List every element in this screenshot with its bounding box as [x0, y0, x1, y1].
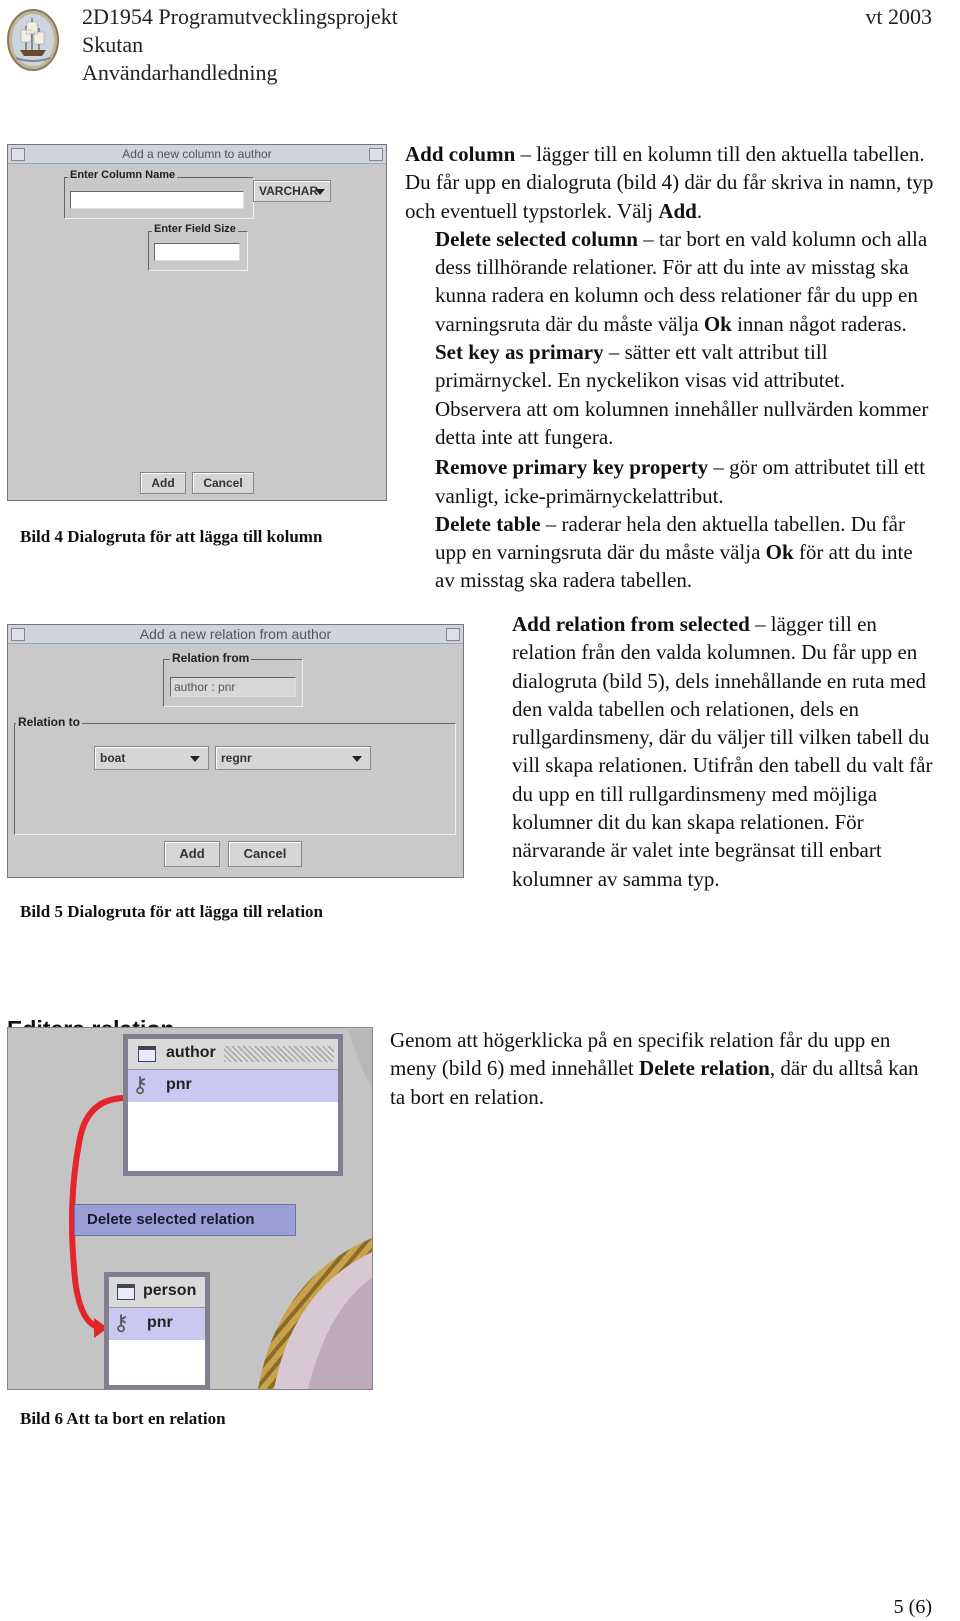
ship-logo — [6, 4, 60, 72]
cancel-button[interactable]: Cancel — [228, 841, 302, 867]
delete-relation-screenshot — [7, 1027, 373, 1390]
column-name-input[interactable] — [70, 191, 244, 209]
relation-from-label: Relation from — [172, 651, 250, 665]
context-menu — [74, 1204, 296, 1236]
column-combo-value: regnr — [221, 751, 252, 765]
term-add-relation: Add relation from selected — [512, 612, 750, 636]
header-course: 2D1954 Programutvecklingsprojekt — [82, 4, 398, 29]
add-relation-dialog — [7, 624, 464, 878]
add-button[interactable]: Add — [164, 841, 220, 867]
window-close-icon[interactable] — [446, 628, 460, 641]
add-column-dialog — [7, 144, 387, 501]
attribute-name: pnr — [147, 1314, 173, 1331]
table-header[interactable] — [128, 1039, 338, 1070]
relation-from-value: author : pnr — [170, 677, 296, 697]
attribute-row[interactable] — [109, 1308, 205, 1340]
type-combo-value: VARCHAR — [259, 184, 319, 198]
attribute-row[interactable] — [128, 1070, 338, 1102]
table-name: author — [166, 1044, 216, 1061]
figure-caption-6: Bild 6 Att ta bort en relation — [20, 1409, 226, 1428]
term-remove-key: Remove primary key property — [435, 455, 709, 480]
window-close-icon[interactable] — [369, 148, 383, 161]
table-name: person — [143, 1282, 197, 1299]
term-delete-column: Delete selected column — [435, 226, 638, 251]
relation-to-group — [14, 723, 456, 835]
chevron-down-icon — [315, 189, 325, 195]
header-project: Skutan — [82, 32, 144, 57]
term-delete-table: Delete table — [435, 511, 541, 536]
paragraph-add-relation: Add relation from selected – lägger till en relation från den valda kolumnen. Du får upp en dialogruta (bild 5), dels innehållande en ruta med den valda tabellen och relationen, dels en rullgardinsmeny, där du väljer till vilken tabell du vill skapa relationen. Utifrån den tabell du valt får du upp en till rullgardinsmeny med möjliga kolumner dit du kan skapa relationen. För närvarande är valet inte begränsat till enbart kolumner av samma typ. — [512, 612, 933, 891]
table-icon — [138, 1046, 156, 1062]
paragraph-set-key: Set key as primary – sätter ett valt attribut till primärnyckel. En nyckelikon visas vid attributet. Observera att om kolumnen innehåller nullvärden kommer detta inte att fungera. — [435, 340, 929, 449]
add-button[interactable]: Add — [140, 472, 186, 494]
attribute-name: pnr — [166, 1076, 192, 1093]
column-combo[interactable] — [215, 746, 371, 770]
window-menu-icon[interactable] — [11, 628, 25, 641]
header-doc-title: Användarhandledning — [82, 60, 278, 85]
menu-description-upper — [405, 140, 935, 595]
table-person[interactable] — [104, 1272, 210, 1390]
field-size-label: Enter Field Size — [154, 223, 236, 235]
table-author[interactable] — [123, 1034, 343, 1176]
table-icon — [117, 1284, 135, 1300]
cancel-button[interactable]: Cancel — [192, 472, 254, 494]
type-combo[interactable] — [253, 180, 331, 202]
table-combo-value: boat — [100, 751, 126, 765]
dialog-title: Add a new column to author — [8, 145, 386, 164]
term-set-key: Set key as primary — [435, 340, 604, 365]
paragraph-add-column: Add column – lägger till en kolumn till den aktuella tabellen. Du får upp en dialogruta (bild 4) där du får skriva in namn, typ och eventuell typstorlek. Välj Add. — [405, 142, 934, 223]
page-number: 5 (6) — [893, 1596, 932, 1618]
key-icon: ⚷ — [113, 1310, 130, 1335]
dialog-title: Add a new relation from author — [8, 625, 463, 644]
column-name-label: Enter Column Name — [70, 169, 176, 181]
chevron-down-icon — [352, 756, 362, 762]
chevron-down-icon — [190, 756, 200, 762]
table-combo[interactable] — [94, 746, 209, 770]
figure-caption-5: Bild 5 Dialogruta för att lägga till relation — [20, 902, 323, 921]
window-menu-icon[interactable] — [11, 148, 25, 161]
key-icon: ⚷ — [132, 1072, 149, 1097]
paragraph-remove-key: Remove primary key property – gör om attributet till ett vanligt, icke-primärnyckelattribut. — [435, 455, 926, 508]
delete-selected-relation-item[interactable]: Delete selected relation — [87, 1211, 255, 1228]
title-stripes — [224, 1046, 334, 1062]
relation-to-label: Relation to — [18, 715, 80, 729]
term-add-column: Add column — [405, 142, 516, 166]
field-size-input[interactable] — [154, 243, 240, 261]
table-header[interactable] — [109, 1277, 205, 1308]
header-term: vt 2003 — [865, 4, 932, 29]
figure-caption-4: Bild 4 Dialogruta för att lägga till kolumn — [20, 527, 323, 546]
paragraph-delete-table: Delete table – raderar hela den aktuella tabellen. Du får upp en varningsruta där du måste välja Ok för att du inte av misstag ska radera tabellen. — [435, 511, 913, 593]
term-delete-relation: Delete relation — [639, 1056, 770, 1081]
paragraph-delete-column: Delete selected column – tar bort en vald kolumn och alla dess tillhörande relationer. För att du inte av misstag ska kunna radera en kolumn och dess relationer får du upp en varningsruta där du måste välja Ok innan något raderas. — [435, 226, 928, 336]
paragraph-edit-relation: Genom att högerklicka på en specifik relation får du upp en meny (bild 6) med innehållet Delete relation, där du alltså kan ta bort en relation. — [390, 1028, 919, 1109]
